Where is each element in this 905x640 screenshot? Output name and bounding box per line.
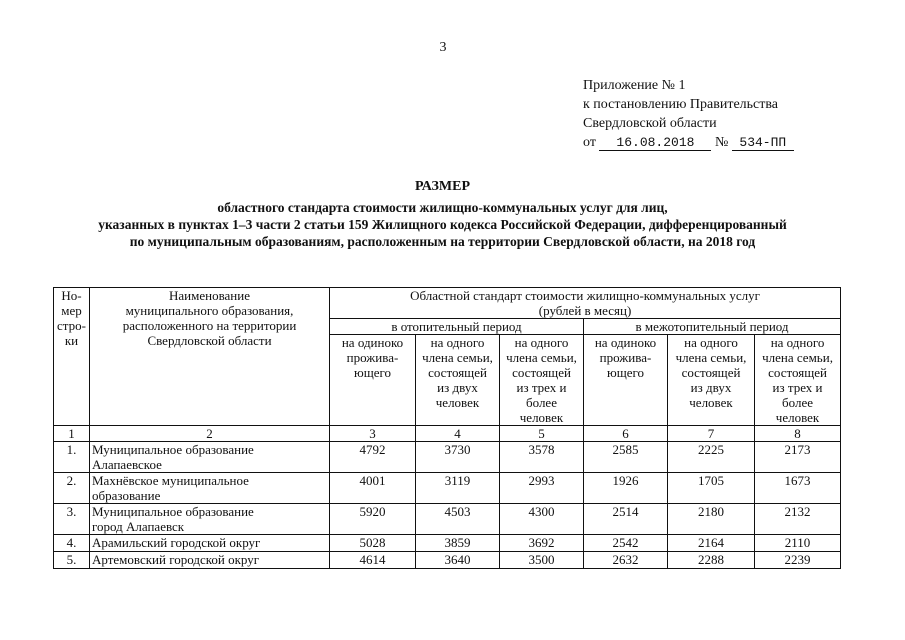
header-row-number: Но- мер стро- ки [54,288,90,426]
col-number: 1 [54,426,90,442]
value-cell: 2225 [668,442,755,473]
header-col-4: на одного члена семьи, состоящей из двух человек [416,335,500,426]
value-cell: 5920 [330,504,416,535]
value-cell: 2514 [584,504,668,535]
header-nonheating-period: в межотопительный период [584,319,841,335]
appendix-line-1: Приложение № 1 [583,78,686,93]
header-col-5: на одного члена семьи, состоящей из трех и более человек [500,335,584,426]
decree-date: 16.08.2018 [599,135,711,151]
appendix-date-line [583,133,794,152]
value-cell: 2164 [668,535,755,552]
table-row [54,442,841,473]
appendix-block [583,76,794,152]
col-number: 8 [755,426,841,442]
value-cell: 2132 [755,504,841,535]
col-number: 3 [330,426,416,442]
municipality-name: Махнёвское муниципальное образование [90,473,330,504]
page-number: 3 [439,40,447,55]
value-cell: 2173 [755,442,841,473]
document-title [40,178,845,250]
appendix-line-2: к постановлению Правительства [583,97,779,112]
value-cell: 3119 [416,473,500,504]
header-col-7: на одного члена семьи, состоящей из двух человек [668,335,755,426]
value-cell: 2993 [500,473,584,504]
value-cell: 3640 [416,552,500,569]
value-cell: 1705 [668,473,755,504]
row-number: 5. [54,552,90,569]
decree-number: 534-ПП [732,135,794,151]
row-number: 2. [54,473,90,504]
value-cell: 2542 [584,535,668,552]
value-cell: 2180 [668,504,755,535]
value-cell: 1926 [584,473,668,504]
column-number-row [54,426,841,442]
value-cell: 4792 [330,442,416,473]
value-cell: 2110 [755,535,841,552]
value-cell: 3578 [500,442,584,473]
col-number: 6 [584,426,668,442]
header-heating-period: в отопительный период [330,319,584,335]
title-main: РАЗМЕР [414,179,470,194]
from-label: от [583,135,596,150]
row-number: 4. [54,535,90,552]
row-number: 1. [54,442,90,473]
appendix-line-3: Свердловской области [583,116,717,131]
value-cell: 2585 [584,442,668,473]
col-number: 2 [90,426,330,442]
value-cell: 4300 [500,504,584,535]
title-line-3: по муниципальным образованиям, расположенным на территории Свердловской области, на 2018 год [129,234,756,249]
value-cell: 3692 [500,535,584,552]
col-number: 7 [668,426,755,442]
table-row [54,473,841,504]
value-cell: 2632 [584,552,668,569]
value-cell: 3500 [500,552,584,569]
col-number: 4 [416,426,500,442]
header-standard: Областной стандарт стоимости жилищно-коммунальных услуг (рублей в месяц) [330,288,841,319]
value-cell: 4503 [416,504,500,535]
municipality-name: Артемовский городской округ [90,552,330,569]
row-number: 3. [54,504,90,535]
value-cell: 5028 [330,535,416,552]
municipality-name: Арамильский городской округ [90,535,330,552]
value-cell: 3859 [416,535,500,552]
header-col-3: на одиноко прожива- ющего [330,335,416,426]
value-cell: 2288 [668,552,755,569]
table-row [54,552,841,569]
municipality-name: Муниципальное образование город Алапаевск [90,504,330,535]
title-line-1: областного стандарта стоимости жилищно-коммунальных услуг для лиц, [217,200,668,215]
value-cell: 1673 [755,473,841,504]
value-cell: 2239 [755,552,841,569]
value-cell: 4001 [330,473,416,504]
standard-table [53,287,841,569]
header-col-8: на одного члена семьи, состоящей из трех и более человек [755,335,841,426]
header-municipality-name: Наименование муниципального образования, расположенного на территории Свердловской области [90,288,330,426]
value-cell: 3730 [416,442,500,473]
number-label: № [714,135,729,150]
header-col-6: на одиноко прожива- ющего [584,335,668,426]
value-cell: 4614 [330,552,416,569]
municipality-name: Муниципальное образование Алапаевское [90,442,330,473]
col-number: 5 [500,426,584,442]
title-line-2: указанных в пунктах 1–3 части 2 статьи 159 Жилищного кодекса Российской Федерации, дифференцированный [98,217,787,232]
table-row [54,535,841,552]
table-row [54,504,841,535]
